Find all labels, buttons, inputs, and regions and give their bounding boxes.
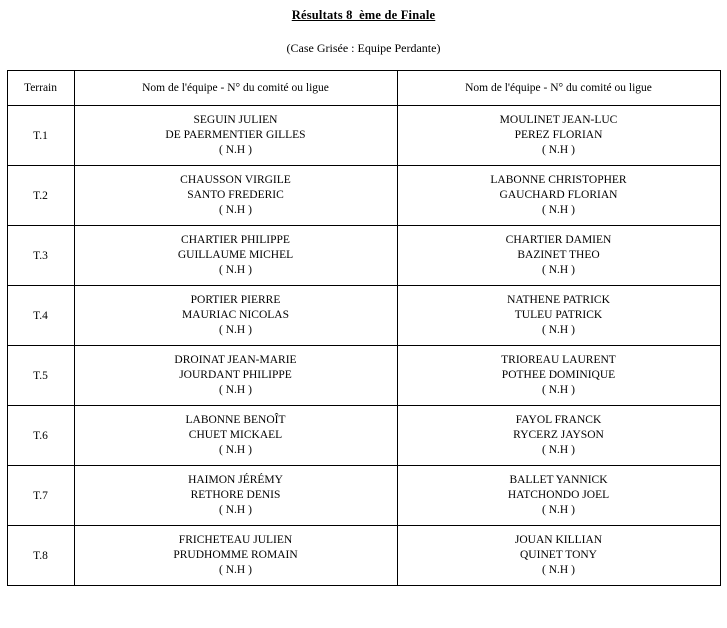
player-name: QUINET TONY xyxy=(520,549,597,562)
club-label: ( N.H ) xyxy=(542,443,575,456)
player-name: BAZINET THEO xyxy=(517,249,600,262)
table-header-row xyxy=(7,71,720,106)
column-header-team-right: Nom de l'équipe - N° du comité ou ligue xyxy=(397,71,720,106)
player-name: SEGUIN JULIEN xyxy=(193,114,278,127)
terrain-label: T.7 xyxy=(7,466,74,526)
column-header-team-left: Nom de l'équipe - N° du comité ou ligue xyxy=(74,71,397,106)
player-name: MOULINET JEAN-LUC xyxy=(499,114,618,127)
terrain-label: T.3 xyxy=(7,226,74,286)
player-name: TRIOREAU LAURENT xyxy=(501,354,616,367)
club-label: ( N.H ) xyxy=(542,383,575,396)
club-label: ( N.H ) xyxy=(219,383,252,396)
team-right xyxy=(397,166,720,226)
player-name: CHAUSSON VIRGILE xyxy=(180,174,291,187)
team-right xyxy=(397,406,720,466)
player-name: JOURDANT PHILIPPE xyxy=(179,369,292,382)
team-left xyxy=(74,466,397,526)
player-name: CHARTIER DAMIEN xyxy=(505,234,612,247)
table-row xyxy=(7,346,720,406)
table-row xyxy=(7,226,720,286)
terrain-label: T.4 xyxy=(7,286,74,346)
terrain-label: T.2 xyxy=(7,166,74,226)
table-row xyxy=(7,286,720,346)
club-label: ( N.H ) xyxy=(542,143,575,156)
team-left xyxy=(74,406,397,466)
club-label: ( N.H ) xyxy=(219,263,252,276)
player-name: NATHENE PATRICK xyxy=(507,294,610,307)
player-name: CHARTIER PHILIPPE xyxy=(181,234,290,247)
player-name: FAYOL FRANCK xyxy=(515,414,602,427)
club-label: ( N.H ) xyxy=(219,503,252,516)
team-right xyxy=(397,286,720,346)
player-name: SANTO FREDERIC xyxy=(187,189,284,202)
page-subtitle: (Case Grisée : Equipe Perdante) xyxy=(286,41,441,55)
player-name: BALLET YANNICK xyxy=(509,474,608,487)
player-name: HAIMON JÉRÉMY xyxy=(188,474,283,487)
team-left xyxy=(74,166,397,226)
team-left xyxy=(74,526,397,586)
document-page xyxy=(0,8,727,628)
team-right xyxy=(397,346,720,406)
player-name: PRUDHOMME ROMAIN xyxy=(173,549,298,562)
team-left xyxy=(74,346,397,406)
page-title: Résultats 8_ème de Finale xyxy=(291,8,436,22)
player-name: PEREZ FLORIAN xyxy=(514,129,603,142)
team-right xyxy=(397,466,720,526)
player-name: PORTIER PIERRE xyxy=(190,294,281,307)
player-name: LABONNE BENOÎT xyxy=(185,414,286,427)
club-label: ( N.H ) xyxy=(542,323,575,336)
player-name: TULEU PATRICK xyxy=(514,309,603,322)
club-label: ( N.H ) xyxy=(542,563,575,576)
player-name: LABONNE CHRISTOPHER xyxy=(490,174,627,187)
team-right xyxy=(397,226,720,286)
player-name: DE PAERMENTIER GILLES xyxy=(165,129,306,142)
player-name: POTHEE DOMINIQUE xyxy=(501,369,616,382)
club-label: ( N.H ) xyxy=(219,143,252,156)
player-name: JOUAN KILLIAN xyxy=(514,534,603,547)
results-table xyxy=(7,70,721,586)
player-name: FRICHETEAU JULIEN xyxy=(178,534,293,547)
team-right xyxy=(397,526,720,586)
team-left xyxy=(74,226,397,286)
club-label: ( N.H ) xyxy=(542,263,575,276)
player-name: GAUCHARD FLORIAN xyxy=(499,189,618,202)
terrain-label: T.8 xyxy=(7,526,74,586)
table-row xyxy=(7,406,720,466)
table-row xyxy=(7,166,720,226)
player-name: HATCHONDO JOEL xyxy=(507,489,610,502)
team-right xyxy=(397,106,720,166)
team-left xyxy=(74,106,397,166)
club-label: ( N.H ) xyxy=(219,323,252,336)
club-label: ( N.H ) xyxy=(542,503,575,516)
player-name: RETHORE DENIS xyxy=(190,489,281,502)
team-left xyxy=(74,286,397,346)
club-label: ( N.H ) xyxy=(219,443,252,456)
player-name: DROINAT JEAN-MARIE xyxy=(174,354,297,367)
club-label: ( N.H ) xyxy=(542,203,575,216)
terrain-label: T.1 xyxy=(7,106,74,166)
terrain-label: T.5 xyxy=(7,346,74,406)
table-row xyxy=(7,526,720,586)
club-label: ( N.H ) xyxy=(219,203,252,216)
player-name: GUILLAUME MICHEL xyxy=(177,249,294,262)
table-row xyxy=(7,106,720,166)
table-row xyxy=(7,466,720,526)
column-header-terrain: Terrain xyxy=(7,71,74,106)
player-name: RYCERZ JAYSON xyxy=(513,429,604,442)
terrain-label: T.6 xyxy=(7,406,74,466)
player-name: CHUET MICKAEL xyxy=(188,429,283,442)
club-label: ( N.H ) xyxy=(219,563,252,576)
player-name: MAURIAC NICOLAS xyxy=(181,309,290,322)
